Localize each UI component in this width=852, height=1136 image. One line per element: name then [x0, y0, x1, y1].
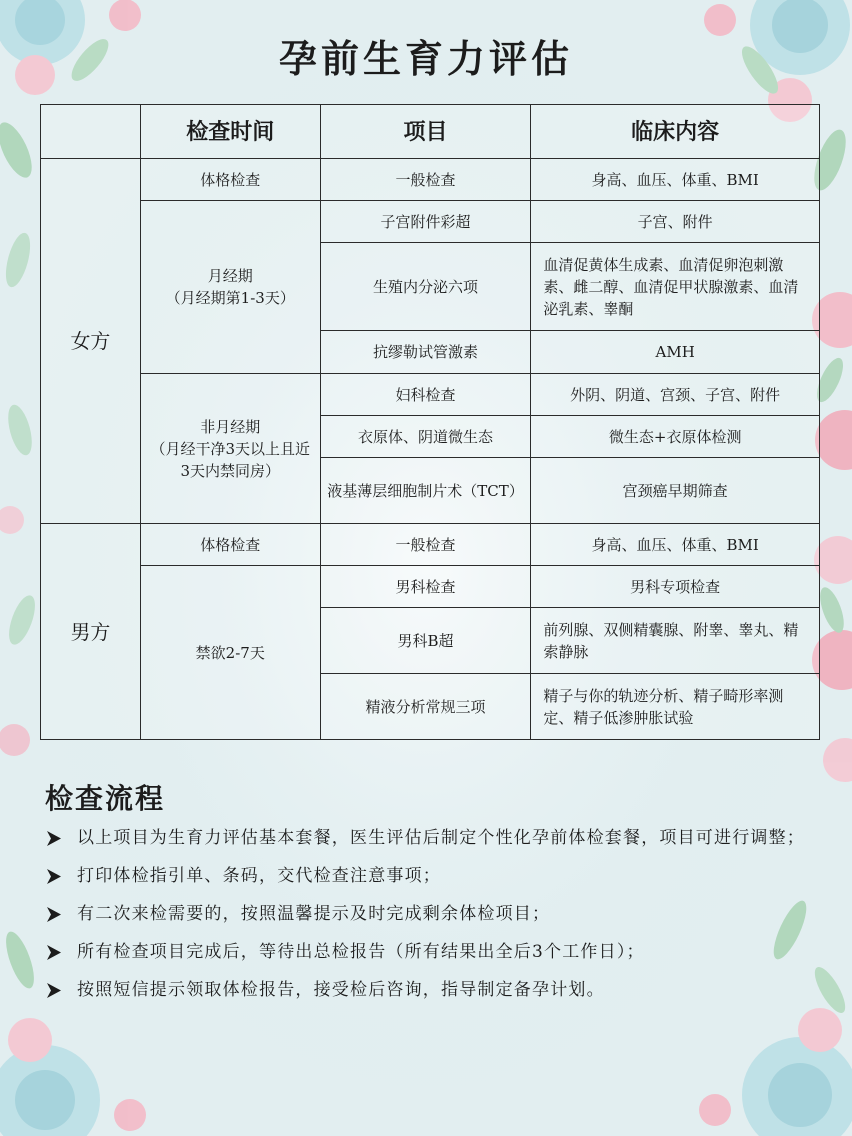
assessment-table — [40, 104, 820, 740]
step-text: 按照短信提示领取体检报告，接受检后咨询，指导制定备孕计划。 — [77, 980, 605, 1000]
step-text: 以上项目为生育力评估基本套餐，医生评估后制定个性化孕前体检套餐，项目可进行调整； — [77, 828, 805, 848]
header-item: 项目 — [320, 105, 531, 159]
item-cell: 男科检查 — [320, 566, 531, 608]
item-cell: 抗缪勒试管激素 — [320, 331, 531, 374]
content-cell: 身高、血压、体重、BMI — [531, 159, 820, 201]
list-item — [42, 898, 827, 931]
content-cell: 血清促黄体生成素、血清促卵泡刺激素、雌二醇、血清促甲状腺激素、血清泌乳素、睾酮 — [531, 243, 820, 331]
arrow-right-icon — [44, 860, 64, 893]
time-cell-menstrual — [140, 201, 320, 374]
content-cell: 微生态+衣原体检测 — [531, 416, 820, 458]
item-cell: 一般检查 — [320, 524, 531, 566]
time-line: 非月经期 — [200, 417, 261, 436]
item-cell: 液基薄层细胞制片术（TCT） — [320, 458, 531, 524]
process-steps — [42, 822, 827, 1012]
content-cell: 男科专项检查 — [531, 566, 820, 608]
item-cell: 一般检查 — [320, 159, 531, 201]
group-male: 男方 — [41, 524, 141, 740]
content-cell: 精子与你的轨迹分析、精子畸形率测定、精子低渗肿胀试验 — [531, 674, 820, 740]
table-row — [41, 566, 820, 608]
step-text: 所有检查项目完成后，等待出总检报告（所有结果出全后3个工作日）； — [77, 942, 645, 962]
item-cell: 妇科检查 — [320, 374, 531, 416]
step-text: 打印体检指引单、条码，交代检查注意事项； — [77, 866, 441, 886]
header-content: 临床内容 — [531, 105, 820, 159]
content-cell: 前列腺、双侧精囊腺、附睾、睾丸、精索静脉 — [531, 608, 820, 674]
item-cell: 衣原体、阴道微生态 — [320, 416, 531, 458]
page-title: 孕前生育力评估 — [278, 36, 573, 81]
arrow-right-icon — [44, 974, 64, 1007]
table-row — [41, 524, 820, 566]
list-item — [42, 860, 827, 893]
header-group — [41, 105, 141, 159]
list-item — [42, 936, 827, 969]
header-time: 检查时间 — [140, 105, 320, 159]
time-line: 月经期 — [207, 267, 253, 285]
time-line: （月经干净3天以上且近3天内禁同房） — [150, 439, 311, 480]
group-female: 女方 — [41, 159, 141, 524]
item-cell: 男科B超 — [320, 608, 531, 674]
list-item — [42, 822, 827, 855]
content-cell: AMH — [531, 331, 820, 374]
item-cell: 精液分析常规三项 — [320, 674, 531, 740]
time-cell-abstinence: 禁欲2-7天 — [140, 566, 320, 740]
item-cell: 子宫附件彩超 — [320, 201, 531, 243]
step-text: 有二次来检需要的，按照温馨提示及时完成剩余体检项目； — [77, 904, 551, 924]
content-cell: 宫颈癌早期筛查 — [531, 458, 820, 524]
process-title: 检查流程 — [45, 782, 166, 815]
content-cell: 外阴、阴道、宫颈、子宫、附件 — [531, 374, 820, 416]
arrow-right-icon — [44, 898, 64, 931]
content-cell: 身高、血压、体重、BMI — [531, 524, 820, 566]
table-row — [41, 201, 820, 243]
arrow-right-icon — [44, 822, 64, 855]
table-header-row — [41, 105, 820, 159]
item-cell: 生殖内分泌六项 — [320, 243, 531, 331]
time-cell: 体格检查 — [140, 159, 320, 201]
time-line: （月经期第1-3天） — [165, 289, 295, 307]
content-cell: 子宫、附件 — [531, 201, 820, 243]
list-item — [42, 974, 827, 1007]
arrow-right-icon — [44, 936, 64, 969]
table-row — [41, 159, 820, 201]
time-cell-non-menstrual — [140, 374, 320, 524]
time-cell: 体格检查 — [140, 524, 320, 566]
table-row — [41, 374, 820, 416]
